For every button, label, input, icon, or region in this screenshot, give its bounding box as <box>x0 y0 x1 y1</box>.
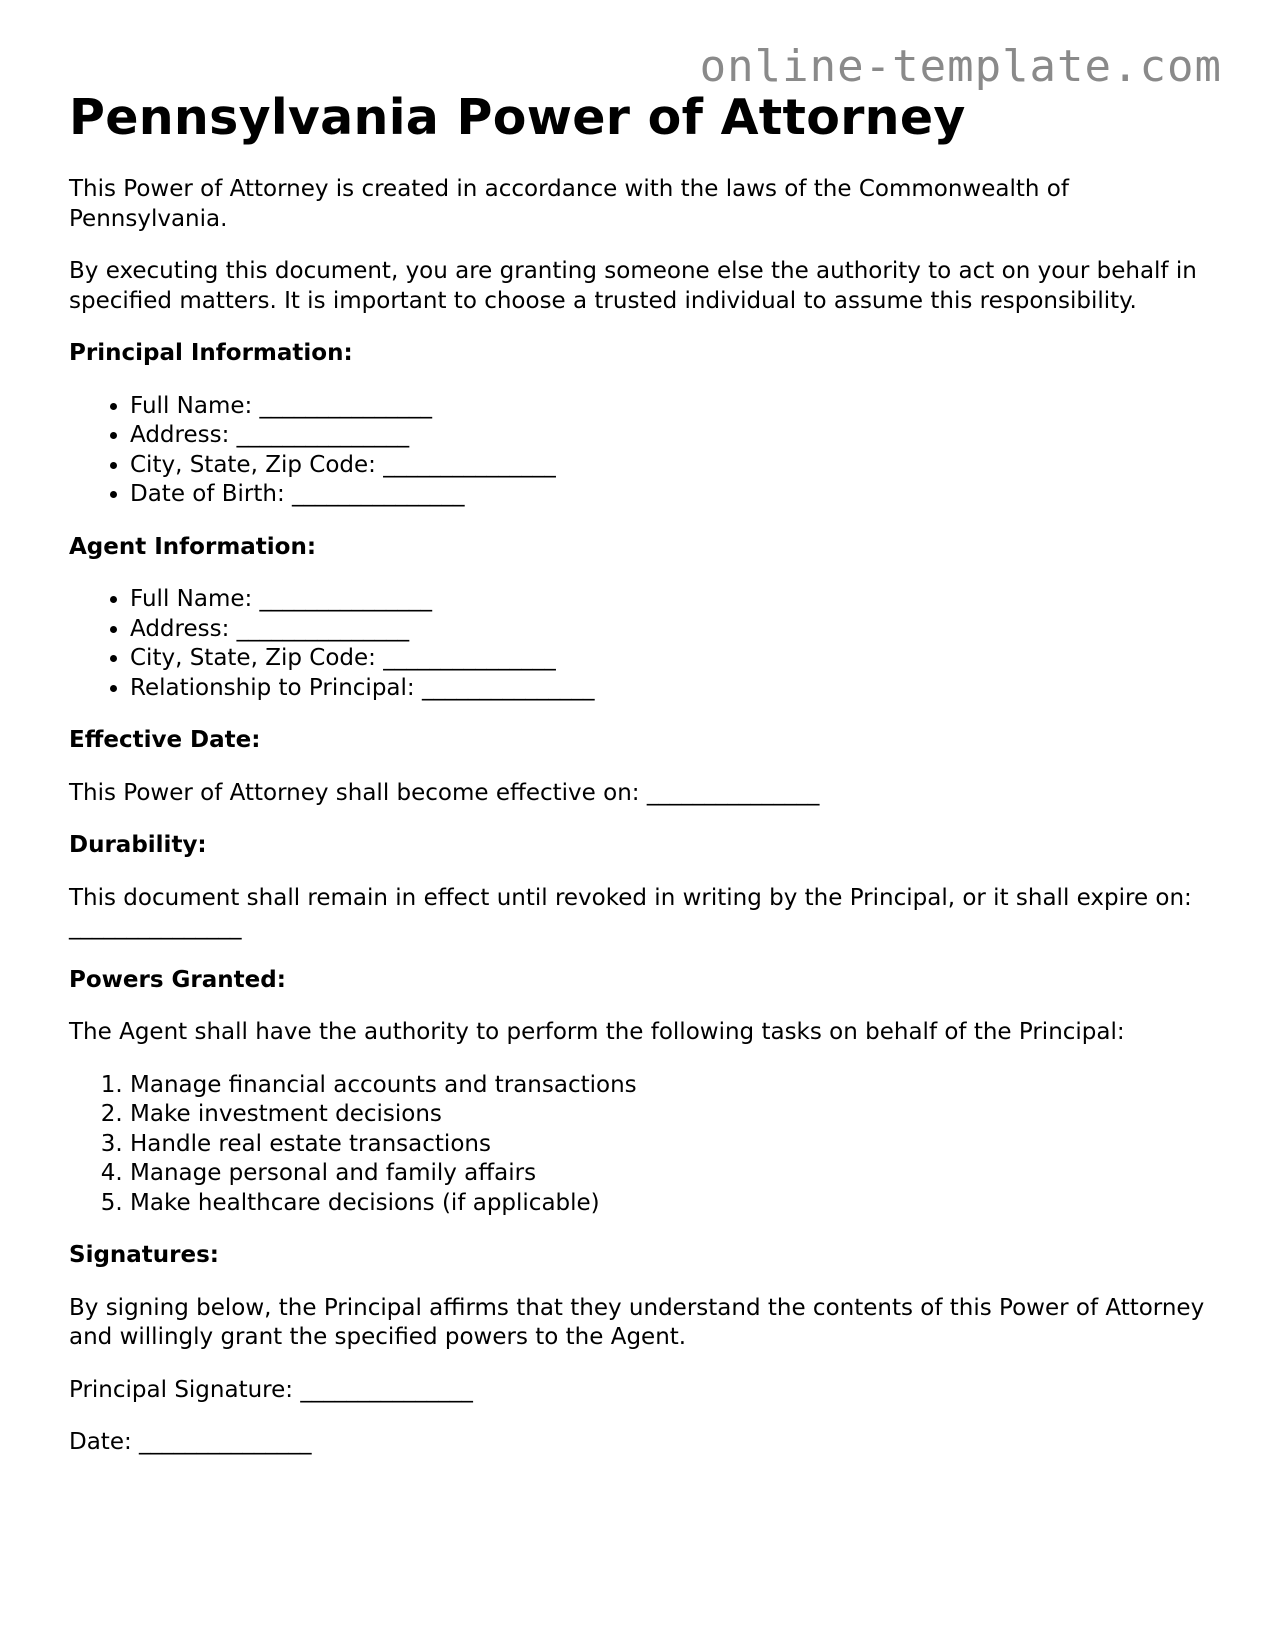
powers-heading: Powers Granted: <box>69 966 286 993</box>
principal-signature-line: Principal Signature: _______________ <box>69 1376 473 1403</box>
power-item: 1. Manage financial accounts and transactions <box>130 1071 1219 1101</box>
principal-full-name-field: • Full Name: _______________ <box>130 392 1219 422</box>
principal-address-field: • Address: _______________ <box>130 421 1219 451</box>
effective-date-text: This Power of Attorney shall become effective on: _______________ <box>69 779 820 806</box>
agent-fields-list <box>69 585 1219 703</box>
agent-city-state-zip-field: • City, State, Zip Code: _______________ <box>130 644 1219 674</box>
signatures-text: By signing below, the Principal affirms that they understand the contents of this Power of Attorney and willingly grant the specified powers to the Agent. <box>69 1294 1205 1350</box>
signatures-heading: Signatures: <box>69 1242 220 1268</box>
document-page <box>69 86 1219 1458</box>
agent-full-name-field: • Full Name: _______________ <box>130 585 1219 615</box>
powers-list <box>69 1071 1219 1219</box>
watermark: online-template.com <box>699 41 1222 92</box>
agent-relationship-field: • Relationship to Principal: _______________ <box>130 674 1219 704</box>
power-item: 3. Handle real estate transactions <box>130 1130 1219 1160</box>
intro-paragraph-2: By executing this document, you are granting someone else the authority to act on your behalf in specified matters. It is important to choose a trusted individual to assume this responsibility. <box>69 258 1197 314</box>
agent-heading: Agent Information: <box>69 533 317 560</box>
power-item: 2. Make investment decisions <box>130 1100 1219 1130</box>
durability-heading: Durability: <box>69 832 207 858</box>
document-title: Pennsylvania Power of Attorney <box>69 89 966 146</box>
agent-address-field: • Address: _______________ <box>130 615 1219 645</box>
principal-fields-list <box>69 392 1219 510</box>
signature-date-line: Date: _______________ <box>69 1429 312 1455</box>
power-item: 5. Make healthcare decisions (if applicable) <box>130 1189 1219 1219</box>
intro-paragraph-1: This Power of Attorney is created in accordance with the laws of the Commonwealth of Pennsylvania. <box>69 176 1069 232</box>
principal-city-state-zip-field: • City, State, Zip Code: _______________ <box>130 451 1219 481</box>
principal-heading: Principal Information: <box>69 340 353 366</box>
effective-date-heading: Effective Date: <box>69 727 261 753</box>
power-item: 4. Manage personal and family affairs <box>130 1159 1219 1189</box>
durability-text: This document shall remain in effect until revoked in writing by the Principal, or it shall expire on: _______________ <box>69 884 1192 940</box>
powers-text: The Agent shall have the authority to perform the following tasks on behalf of the Principal: <box>69 1019 1125 1045</box>
principal-date-of-birth-field: • Date of Birth: _______________ <box>130 480 1219 510</box>
